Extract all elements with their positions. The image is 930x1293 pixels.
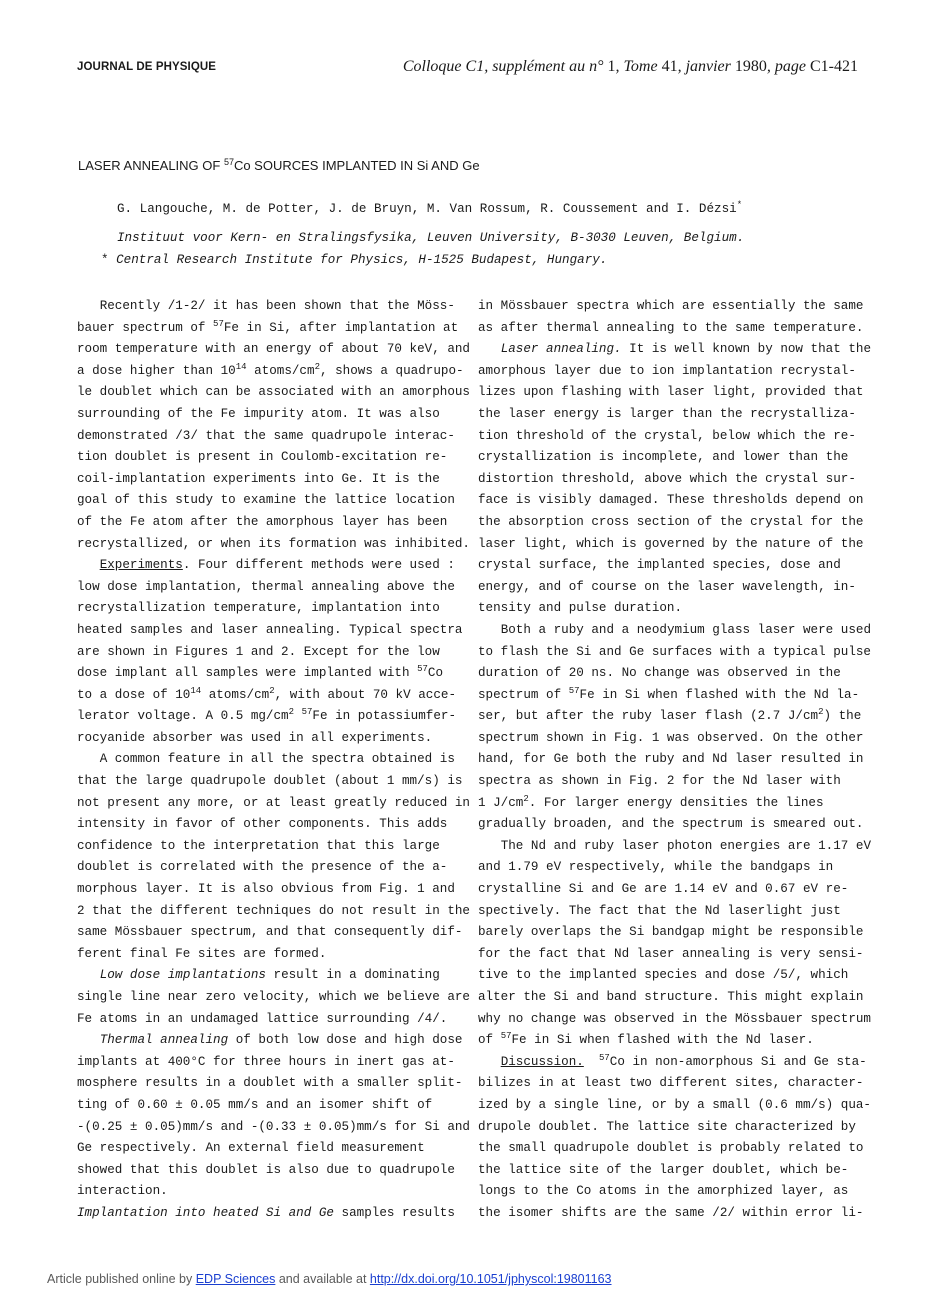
text-line: barely overlaps the Si bandgap might be responsible <box>478 925 864 940</box>
text-line: lerator voltage. A 0.5 $mg/cm^2$ $^{57}$Fe in potassiumfer- <box>77 707 456 724</box>
text-line: in Mössbauer spectra which are essentially the same <box>478 299 864 313</box>
text-line: spectrum shown in Fig. 1 was observed. On the other <box>478 730 864 745</box>
text-line: Fe atoms in an undamaged lattice surrounding /4/. <box>77 1011 448 1026</box>
text-line: tensity and pulse duration. <box>478 601 683 616</box>
text-line: Laser annealing. It is well known by now that the <box>500 342 872 357</box>
text-line: morphous layer. It is also obvious from Fig. 1 and <box>77 882 455 897</box>
text-line: crystal surface, the implanted species, dose and <box>478 558 841 573</box>
affiliation-1: Instituut voor Kern- en Stralingsfysika, Leuven University, B-3030 Leuven, Belgium. <box>117 231 745 245</box>
text-line: spectrum of $^{57}$Fe in Si when flashed with the Nd la- <box>478 685 860 702</box>
text-line: to a dose of $10^{14}$ atoms/$cm^2$, with about 70 kV acce- <box>77 685 457 702</box>
text-line: the laser energy is larger than the recrystalliza- <box>478 406 856 421</box>
affiliation-2: * Central Research Institute for Physics, H-1525 Budapest, Hungary. <box>101 253 608 267</box>
right-column <box>478 296 872 1225</box>
text-line: ser, but after the ruby laser flash (2.7 $J/cm^2$) the <box>478 707 862 724</box>
text-line: rocyanide absorber was used in all experiments. <box>77 730 433 745</box>
text-line: confidence to the interpretation that this large <box>77 838 440 853</box>
text-line: recrystallized, or when its formation was inhibited. <box>77 536 470 551</box>
text-line: implants at 400°C for three hours in inert gas at- <box>77 1054 455 1069</box>
text-line: of $^{57}$Fe in Si when flashed with the Nd laser. <box>478 1031 814 1048</box>
text-line: Ge respectively. An external field measurement <box>77 1141 425 1156</box>
text-line: of the Fe atom after the amorphous layer has been <box>77 514 448 529</box>
text-line: longs to the Co atoms in the amorphized layer, as <box>478 1184 849 1199</box>
text-line: Thermal annealing of both low dose and high dose <box>99 1033 463 1048</box>
author-list: G. Langouche, M. de Potter, J. de Bruyn, M. Van Rossum, R. Coussement and I. Dézsi* <box>117 200 743 216</box>
page-number: C1-421 <box>810 58 858 75</box>
text-line: face is visibly damaged. These thresholds depend on <box>478 493 864 508</box>
text-line: and 1.79 eV respectively, while the bandgaps in <box>478 860 834 875</box>
text-line: same Mössbauer spectrum, and that consequently dif- <box>77 925 463 940</box>
text-line: 2 that the different techniques do not result in the <box>77 903 470 918</box>
text-line: laser light, which is governed by the nature of the <box>478 536 864 551</box>
text-line: tive to the implanted species and dose /5/, which <box>478 968 849 983</box>
text-line: recrystallization temperature, implantation into <box>77 601 440 616</box>
text-line: Discussion. $^{57}$Co in non-amorphous Si and Ge sta- <box>500 1052 867 1069</box>
text-line: surrounding of the Fe impurity atom. It was also <box>77 406 440 421</box>
text-line: for the fact that Nd laser annealing is very sensi- <box>478 946 864 961</box>
text-line: ized by a single line, or by a small (0.6 mm/s) qua- <box>478 1097 871 1112</box>
edp-sciences-link[interactable]: EDP Sciences <box>195 1272 276 1286</box>
text-line: intensity in favor of other components. This adds <box>77 817 448 832</box>
text-line: Recently /1-2/ it has been shown that the Möss- <box>99 299 455 313</box>
text-line: are shown in Figures 1 and 2. Except for the low <box>77 644 440 659</box>
text-line: that the large quadrupole doublet (about 1 mm/s) is <box>77 774 463 789</box>
text-line: ting of 0.60 ± 0.05 mm/s and an isomer shift of <box>77 1097 433 1112</box>
text-line: energy, and of course on the laser wavelength, in- <box>478 579 856 594</box>
text-line: tion doublet is present in Coulomb-excitation re- <box>77 450 448 465</box>
publication-footer: Article published online by EDP Sciences and available at http://dx.doi.org/10.1051/jphyscol:19801163 <box>47 1272 612 1286</box>
text-line: doublet is correlated with the presence of the a- <box>77 860 448 875</box>
text-line: dose implant all samples were implanted with $^{57}$Co <box>77 664 444 681</box>
text-line: as after thermal annealing to the same temperature. <box>478 320 864 335</box>
text-line: tion threshold of the crystal, below which the re- <box>478 428 856 443</box>
text-line: coil-implantation experiments into Ge. It is the <box>77 471 440 486</box>
text-line: alter the Si and band structure. This might explain <box>478 990 864 1004</box>
text-line: heated samples and laser annealing. Typical spectra <box>77 622 463 637</box>
text-line: a dose higher than $10^{14}$ atoms/$cm^2$, shows a quadrupo- <box>77 361 464 378</box>
text-line: distortion threshold, above which the crystal sur- <box>478 471 856 486</box>
paper-title: LASER ANNEALING OF $^{57}$Co SOURCES IMPLANTED IN Si AND Ge <box>78 157 480 173</box>
text-line: Experiments. Four different methods were used : <box>99 558 455 573</box>
text-line: single line near zero velocity, which we believe are <box>77 990 470 1004</box>
text-line: spectra as shown in Fig. 2 for the Nd laser with <box>478 774 841 789</box>
journal-name: JOURNAL DE PHYSIQUE <box>77 61 217 73</box>
text-line: demonstrated /3/ that the same quadrupole interac- <box>77 428 455 443</box>
text-line: hand, for Ge both the ruby and Nd laser resulted in <box>478 752 864 767</box>
text-line: lizes upon flashing with laser light, provided that <box>478 385 864 400</box>
section-heading-laser-annealing: Laser annealing. <box>500 342 622 357</box>
text-line: duration of 20 ns. No change was observed in the <box>478 666 841 681</box>
text-line: ferent final Fe sites are formed. <box>77 946 327 961</box>
text-line: goal of this study to examine the lattice location <box>77 493 455 508</box>
text-line: Low dose implantations result in a dominating <box>99 968 440 983</box>
section-heading-experiments: Experiments <box>99 558 183 573</box>
text-line: not present any more, or at least greatly reduced in <box>77 795 470 810</box>
text-line: Both a ruby and a neodymium glass laser were used <box>500 622 872 637</box>
text-line: the lattice site of the larger doublet, which be- <box>478 1162 849 1177</box>
text-line: gradually broaden, and the spectrum is smeared out. <box>478 817 864 832</box>
text-line: 1 $J/cm^2$. For larger energy densities the lines <box>478 793 824 810</box>
text-line: crystallization is incomplete, and lower than the <box>478 450 849 465</box>
text-line: the small quadrupole doublet is probably related to <box>478 1141 864 1156</box>
text-line: to flash the Si and Ge surfaces with a typical pulse <box>478 644 871 659</box>
left-column <box>77 296 470 1225</box>
text-line: -(0.25 ± 0.05)mm/s and -(0.33 ± 0.05)mm/s for Si and <box>77 1119 470 1134</box>
text-line: spectively. The fact that the Nd laserlight just <box>478 903 841 918</box>
text-line: the isomer shifts are the same /2/ within error li- <box>478 1205 864 1220</box>
section-heading-discussion: Discussion. <box>500 1054 584 1069</box>
text-line: low dose implantation, thermal annealing above the <box>77 579 455 594</box>
text-line: Implantation into heated Si and Ge samples results <box>77 1205 455 1220</box>
text-line: showed that this doublet is also due to quadrupole <box>77 1162 455 1177</box>
text-line: why no change was observed in the Mössbauer spectrum <box>478 1011 871 1026</box>
text-line: interaction. <box>77 1184 168 1199</box>
text-line: drupole doublet. The lattice site characterized by <box>478 1119 856 1134</box>
text-line: A common feature in all the spectra obtained is <box>99 752 455 767</box>
text-line: room temperature with an energy of about 70 keV, and <box>77 342 470 357</box>
text-line: le doublet which can be associated with an amorphous <box>77 385 470 400</box>
text-line: mosphere results in a doublet with a smaller split- <box>77 1076 463 1091</box>
text-line: The Nd and ruby laser photon energies are 1.17 eV <box>500 838 872 853</box>
text-line: crystalline Si and Ge are 1.14 eV and 0.67 eV re- <box>478 882 849 897</box>
doi-link[interactable]: http://dx.doi.org/10.1051/jphyscol:19801163 <box>369 1272 612 1286</box>
citation-line: Colloque C1, supplément au n° 1, Tome 41, janvier 1980, page C1-421 <box>402 58 858 75</box>
text-line: bauer spectrum of $^{57}$Fe in Si, after implantation at <box>77 318 459 335</box>
text-line: the absorption cross section of the crystal for the <box>478 514 864 529</box>
text-line: bilizes in at least two different sites, character- <box>478 1076 864 1091</box>
text-line: amorphous layer due to ion implantation recrystal- <box>478 363 856 378</box>
